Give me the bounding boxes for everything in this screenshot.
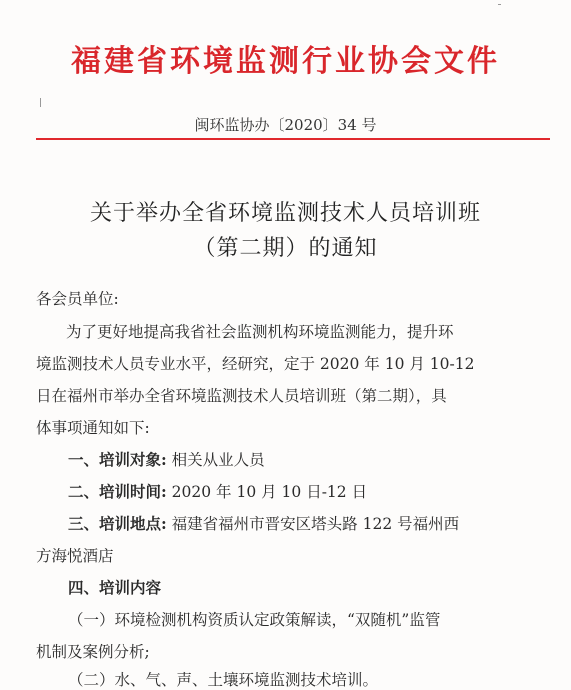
item-time	[68, 480, 367, 502]
intro-line: 体事项通知如下:	[36, 419, 150, 437]
item-location	[68, 512, 459, 534]
salutation: 各会员单位:	[36, 290, 119, 308]
content-line: （二）水、气、声、土壤环境监测技术培训。	[68, 671, 379, 689]
intro-line: 日在福州市举办全省环境监测技术人员培训班（第二期），具	[36, 387, 447, 405]
item-label: 一、培训对象:	[68, 450, 167, 469]
item-target	[68, 448, 265, 470]
location-continued: 方海悦酒店	[36, 547, 114, 565]
letterhead-title: 福建省环境监测行业协会文件	[71, 44, 500, 79]
item-value: 相关从业人员	[171, 451, 265, 469]
content-line: 机制及案例分析;	[36, 643, 150, 661]
scan-mark	[498, 4, 501, 5]
notice-title-line-1: 关于举办全省环境监测技术人员培训班	[89, 201, 481, 226]
notice-title-line-2: （第二期）的通知	[193, 236, 378, 261]
intro-line: 境监测技术人员专业水平，经研究，定于 2020 年 10 月 10-12	[36, 355, 475, 373]
red-divider	[36, 138, 550, 140]
item-label: 二、培训时间:	[68, 482, 167, 501]
intro-line: 为了更好地提高我省社会监测机构环境监测能力，提升环	[66, 323, 454, 341]
item-value: 福建省福州市晋安区塔头路 122 号福州西	[171, 515, 460, 533]
document-number: 闽环监协办〔2020〕34 号	[194, 116, 377, 134]
item-label: 三、培训地点:	[68, 514, 167, 533]
scan-mark	[40, 98, 41, 107]
section-4-heading: 四、培训内容	[68, 578, 162, 597]
content-line: （一）环境检测机构资质认定政策解读，“双随机”监管	[68, 611, 441, 629]
item-value: 2020 年 10 月 10 日-12 日	[171, 483, 368, 501]
